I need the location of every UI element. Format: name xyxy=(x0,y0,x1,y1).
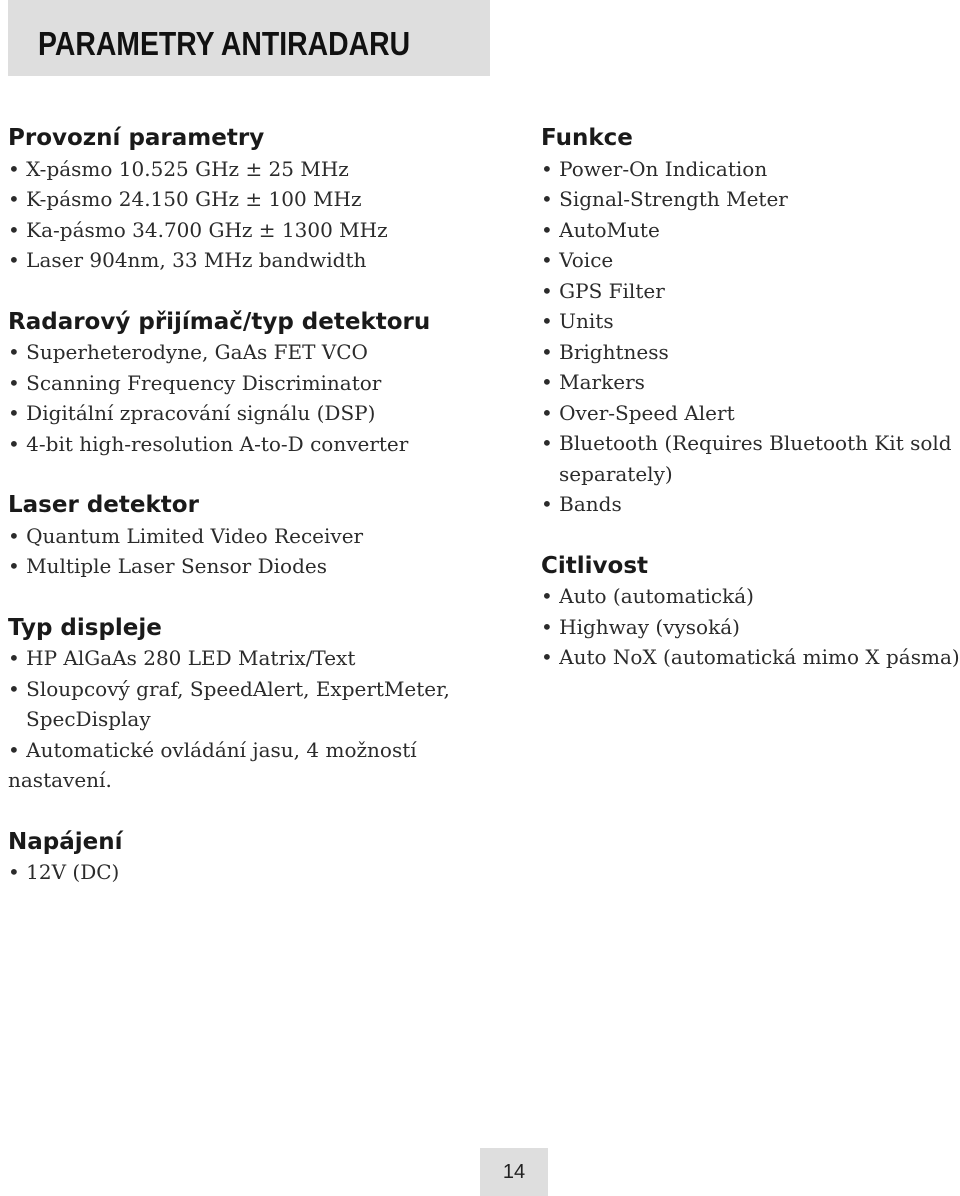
list-item: • Digitální zpracování signálu (DSP) xyxy=(8,398,478,429)
list-item: • 12V (DC) xyxy=(8,857,478,888)
spacer xyxy=(541,520,960,551)
spec-list xyxy=(8,521,478,582)
list-item: • Bluetooth (Requires Bluetooth Kit sold xyxy=(541,428,960,459)
list-item: • Automatické ovládání jasu, 4 možností xyxy=(8,735,478,766)
section-heading: Typ displeje xyxy=(8,614,162,641)
list-item: • Ka-pásmo 34.700 GHz ± 1300 MHz xyxy=(8,215,478,246)
section-laser-detektor xyxy=(8,490,478,582)
feature-list xyxy=(541,154,960,520)
list-item: • Superheterodyne, GaAs FET VCO xyxy=(8,337,478,368)
list-item: • Auto NoX (automatická mimo X pásma) xyxy=(541,642,960,673)
list-item: • 4-bit high-resolution A-to-D converter xyxy=(8,429,478,460)
section-heading: Funkce xyxy=(541,125,633,151)
right-column xyxy=(541,123,960,673)
section-heading: Citlivost xyxy=(541,552,649,579)
list-item: • Power-On Indication xyxy=(541,154,960,185)
list-item: • AutoMute xyxy=(541,215,960,246)
list-item: • Scanning Frequency Discriminator xyxy=(8,368,478,399)
spacer xyxy=(8,796,478,827)
section-provozni-parametry xyxy=(8,123,478,276)
page-number: 14 xyxy=(502,1160,526,1183)
spec-list xyxy=(8,337,478,459)
list-item: • Highway (vysoká) xyxy=(541,612,960,643)
spacer xyxy=(8,276,478,307)
feature-list xyxy=(541,581,960,673)
spec-list xyxy=(8,643,478,796)
list-item: • Sloupcový graf, SpeedAlert, ExpertMeter, xyxy=(8,674,478,705)
spacer xyxy=(8,459,478,490)
title-bar xyxy=(8,0,490,76)
spec-list xyxy=(8,154,478,276)
list-item: • Bands xyxy=(541,489,960,520)
list-item: • Auto (automatická) xyxy=(541,581,960,612)
section-funkce xyxy=(541,123,960,520)
section-heading: Napájení xyxy=(8,828,123,855)
list-item-continuation: separately) xyxy=(559,461,673,486)
list-item: • Units xyxy=(541,306,960,337)
page-title: PARAMETRY ANTIRADARU xyxy=(38,25,411,62)
section-typ-displeje xyxy=(8,613,478,796)
list-item: • GPS Filter xyxy=(541,276,960,307)
section-citlivost xyxy=(541,551,960,673)
list-item: • Quantum Limited Video Receiver xyxy=(8,521,478,552)
list-item: • Voice xyxy=(541,245,960,276)
list-item: • X-pásmo 10.525 GHz ± 25 MHz xyxy=(8,154,478,185)
list-item: • Brightness xyxy=(541,337,960,368)
section-radarovy-prijimac xyxy=(8,307,478,460)
section-heading: Radarový přijímač/typ detektoru xyxy=(8,308,431,335)
list-item: • K-pásmo 24.150 GHz ± 100 MHz xyxy=(8,184,478,215)
spec-list xyxy=(8,857,478,888)
page-number-box xyxy=(480,1148,548,1196)
list-item: • Multiple Laser Sensor Diodes xyxy=(8,551,478,582)
section-heading: Laser detektor xyxy=(8,492,199,518)
list-item-continuation: nastavení. xyxy=(8,768,112,792)
list-item: • HP AlGaAs 280 LED Matrix/Text xyxy=(8,643,478,674)
left-column xyxy=(8,123,478,888)
spacer xyxy=(8,582,478,613)
section-napajeni xyxy=(8,827,478,888)
list-item: • Over-Speed Alert xyxy=(541,398,960,429)
list-item: • Laser 904nm, 33 MHz bandwidth xyxy=(8,245,478,276)
section-heading: Provozní parametry xyxy=(8,125,265,151)
list-item: • Signal-Strength Meter xyxy=(541,184,960,215)
list-item: • Markers xyxy=(541,367,960,398)
list-item-continuation: SpecDisplay xyxy=(26,707,151,731)
